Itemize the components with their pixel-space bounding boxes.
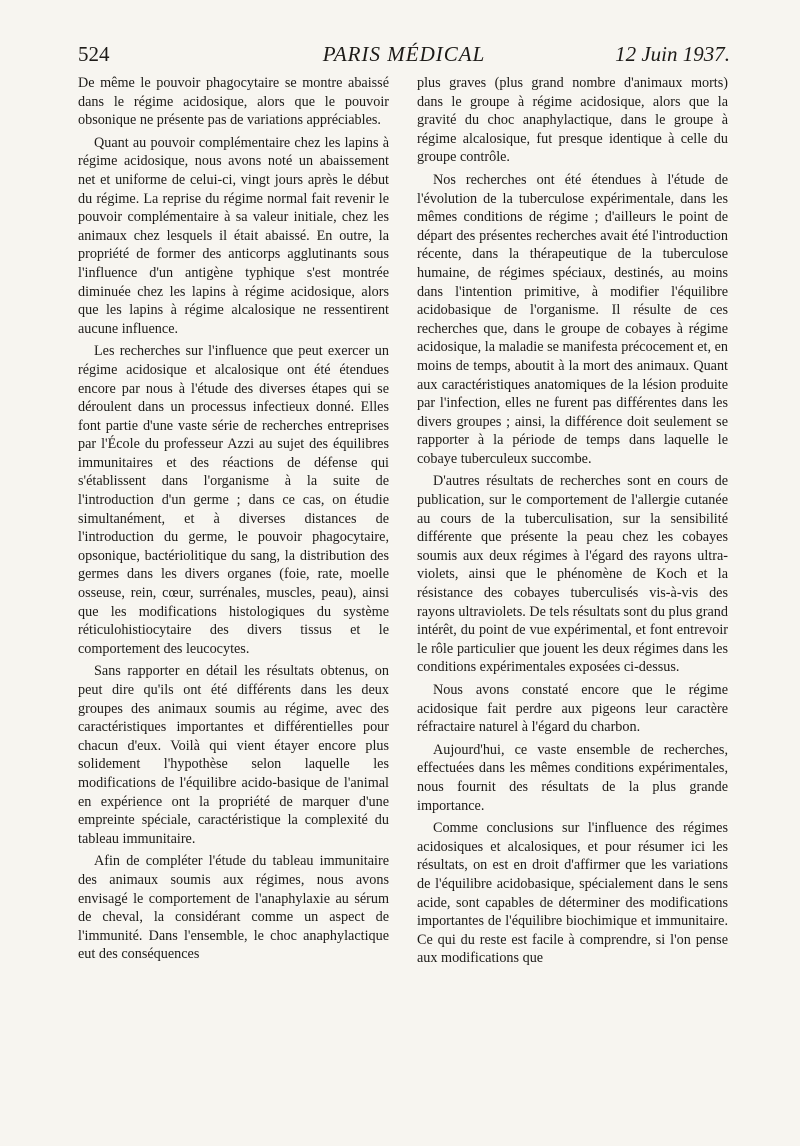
paragraph: Nos recherches ont été étendues à l'étude de l'évolution de la tuberculose expérimentale, dans les mêmes conditions de régime ; d'ailleurs le point de départ des présentes recherches avait été l'introduction récente, dans la thérapeutique de la tuberculose humaine, de régimes spéciaux, destinés, au moins dans l'intention primitive, à modifier l'équilibre acidobasique de l'organisme. Il résulte de ces recherches que, dans le groupe de cobayes à régime acidosique, la maladie se manifesta précocement et, en moins de temps, aboutit à la mort des animaux. Quant aux caractéristiques anatomiques de la lésion produite par l'infection, elles ne furent pas différentes dans les divers groupes ; ainsi, la différence doit seulement se rapporter à la période de temps dans laquelle le cobaye tuberculeux succombe.	[417, 171, 728, 467]
paragraph: Aujourd'hui, ce vaste ensemble de recherches, effectuées dans les mêmes conditions expérimentales, nous fournit des résultats de la plus grande importance.	[417, 741, 728, 814]
issue-date: 12 Juin 1937.	[615, 42, 730, 66]
paragraph: D'autres résultats de recherches sont en cours de publication, sur le comportement de l'allergie cutanée au cours de la tuberculisation, sur la sensibilité différente que présente la peau chez les cobayes soumis aux deux régimes à l'égard des rayons ultra-violets, ainsi que le phénomène de Koch et la résistance des cobayes tuberculisés vis-à-vis des rayons ultraviolets. De tels résultats sont du plus grand intérêt, du point de vue expérimental, et font entrevoir le rôle particulier que jouent les deux régimes dans les conditions expérimentales exposées ci-dessus.	[417, 473, 728, 676]
paragraph: plus graves (plus grand nombre d'animaux morts) dans le groupe à régime acidosique, alors que la gravité du choc anaphylactique, dans le groupe à régime alcalosique, fut presque identique à celle du groupe contrôle.	[417, 75, 728, 166]
paragraph: De même le pouvoir phagocytaire se montre abaissé dans le régime acidosique, alors que le pouvoir obsonique ne présente pas de variations appréciables.	[78, 75, 389, 129]
paragraph: Quant au pouvoir complémentaire chez les lapins à régime acidosique, nous avons noté un abaissement net et uniforme de celui-ci, vingt jours après le début du régime. La reprise du régime normal fait revenir le pouvoir complémentaire à sa valeur initiale, chez les animaux chez lesquels il était abaissé. En outre, la propriété de former des anticorps agglutinants sous l'influence d'un antigène typhique s'est montrée diminuée chez les lapins à régime acidosique, alors que les lapins à régime alcalosique ne ressentirent aucune influence.	[78, 134, 389, 337]
paragraph: Nous avons constaté encore que le régime acidosique fait perdre aux pigeons leur caractère réfractaire naturel à l'égard du charbon.	[417, 682, 728, 736]
page-number: 524	[78, 42, 110, 66]
journal-title: PARIS MÉDICAL	[322, 42, 486, 66]
paragraph: Sans rapporter en détail les résultats obtenus, on peut dire qu'ils ont été différents dans les deux groupes des animaux soumis au régime, avec des caractéristiques importantes et différentielles pour chacun d'eux. Voilà qui vient étayer encore plus solidement l'hypothèse selon laquelle les modifications de l'équilibre acido-basique de l'animal en expérience ont la propriété de marquer d'une empreinte spéciale, caractéristique la complexité du tableau immunitaire.	[78, 663, 389, 847]
paragraph: Afin de compléter l'étude du tableau immunitaire des animaux soumis aux régimes, nous avons envisagé le comportement de l'anaphylaxie au sérum de cheval, la considérant comme un aspect de l'immunité. Dans l'ensemble, le choc anaphylactique eut des conséquences	[78, 853, 389, 963]
paragraph: Les recherches sur l'influence que peut exercer un régime acidosique et alcalosique ont été étendues encore par nous à l'étude des diverses étapes qui se déroulent dans un processus infectieux donné. Elles font partie d'une vaste série de recherches entreprises par l'École du professeur Azzi au sujet des équilibres immunitaires et des réactions de défense qui s'établissent dans l'organisme à la suite de l'introduction d'un germe ; dans ce cas, on étudie simultanément, et à diverses distances de l'introduction du germe, le pouvoir phagocytaire, opsonique, bactériolitique du sang, la distribution des germes dans les divers organes (foie, rate, moelle osseuse, rein, cœur, surrénales, muscles, peau), ainsi que les modifications histologiques du système réticulohistiocytaire des divers tissus et le comportement des leucocytes.	[78, 343, 389, 657]
right-column	[417, 74, 728, 972]
paragraph: Comme conclusions sur l'influence des régimes acidosiques et alcalosiques, et pour résumer ici les résultats, on est en droit d'affirmer que les variations de l'équilibre acidobasique, spécialement dans le sens acide, sont capables de déterminer des modifications importantes de l'équilibre biochimique et immunitaire. Ce qui du reste est facile à comprendre, si l'on pense aux modifications que	[417, 820, 728, 967]
left-column	[78, 74, 389, 968]
running-header	[78, 40, 730, 72]
